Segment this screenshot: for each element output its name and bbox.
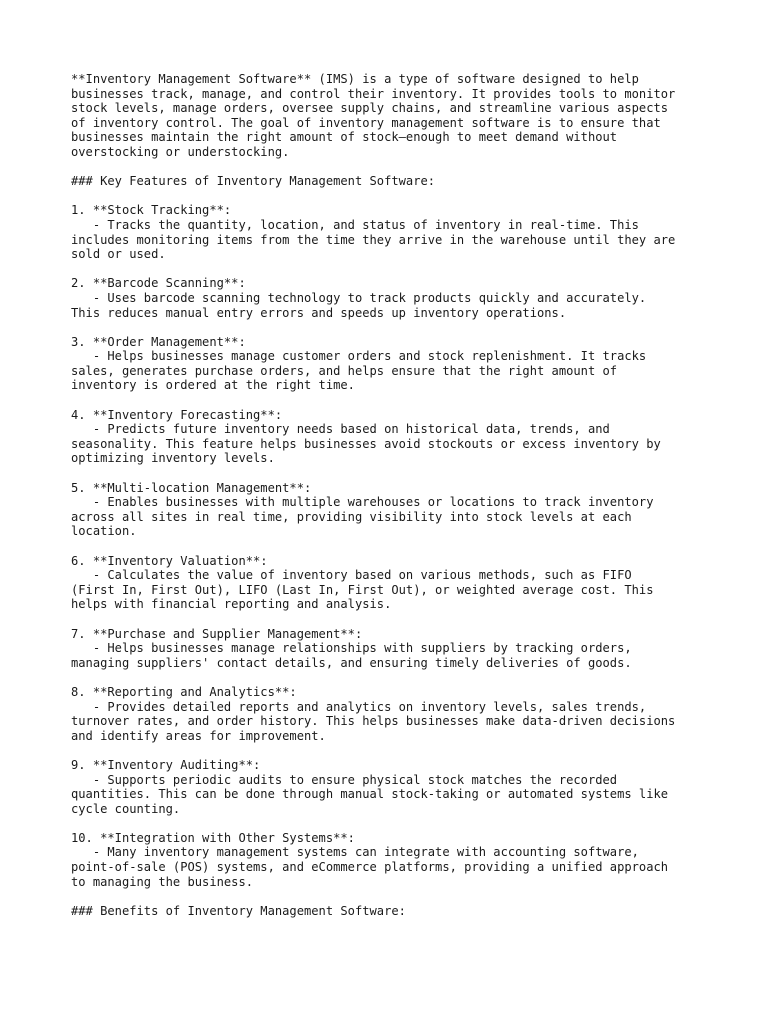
text-line: - Uses barcode scanning technology to track products quickly and accurately. xyxy=(71,290,647,305)
feature-item xyxy=(71,831,711,889)
text-line: point-of-sale (POS) systems, and eCommerce platforms, providing a unified approach xyxy=(71,860,669,875)
text-line: stock levels, manage orders, oversee supply chains, and streamline various aspects xyxy=(71,101,669,116)
text-line: - Helps businesses manage relationships with suppliers by tracking orders, xyxy=(71,641,632,656)
text-line: - Supports periodic audits to ensure physical stock matches the recorded xyxy=(71,772,618,787)
text-line: includes monitoring items from the time they arrive in the warehouse until they are xyxy=(71,232,676,247)
document-page xyxy=(71,72,711,918)
text-line: location. xyxy=(71,524,137,539)
text-line: 3. **Order Management**: xyxy=(71,334,246,349)
text-line: across all sites in real time, providing visibility into stock levels at each xyxy=(71,509,632,524)
intro-paragraph xyxy=(71,72,711,160)
text-line: - Many inventory management systems can integrate with accounting software, xyxy=(71,845,639,860)
text-line: seasonality. This feature helps businesses avoid stockouts or excess inventory by xyxy=(71,436,661,451)
text-line: 8. **Reporting and Analytics**: xyxy=(71,684,297,699)
text-line: ### Key Features of Inventory Management Software: xyxy=(71,174,436,189)
text-line: to managing the business. xyxy=(71,874,254,889)
text-line: - Tracks the quantity, location, and status of inventory in real-time. This xyxy=(71,217,639,232)
feature-item xyxy=(71,203,711,261)
text-line: managing suppliers' contact details, and ensuring timely deliveries of goods. xyxy=(71,655,632,670)
text-line: optimizing inventory levels. xyxy=(71,451,275,466)
feature-item xyxy=(71,554,711,612)
text-line: cycle counting. xyxy=(71,801,181,816)
feature-item xyxy=(71,481,711,539)
text-line: - Provides detailed reports and analytics on inventory levels, sales trends, xyxy=(71,699,647,714)
text-line: sales, generates purchase orders, and helps ensure that the right amount of xyxy=(71,363,618,378)
text-line: 9. **Inventory Auditing**: xyxy=(71,757,261,772)
text-line: 7. **Purchase and Supplier Management**: xyxy=(71,626,363,641)
text-line: 10. **Integration with Other Systems**: xyxy=(71,830,355,845)
feature-item xyxy=(71,276,711,320)
feature-item xyxy=(71,335,711,393)
text-line: ### Benefits of Inventory Management Software: xyxy=(71,903,406,918)
feature-item xyxy=(71,627,711,671)
text-line: and identify areas for improvement. xyxy=(71,728,326,743)
text-line: - Helps businesses manage customer orders and stock replenishment. It tracks xyxy=(71,349,647,364)
text-line: sold or used. xyxy=(71,247,166,262)
feature-item xyxy=(71,758,711,816)
feature-item xyxy=(71,408,711,466)
text-line: 5. **Multi-location Management**: xyxy=(71,480,312,495)
text-line: 1. **Stock Tracking**: xyxy=(71,203,232,218)
text-line: helps with financial reporting and analysis. xyxy=(71,597,392,612)
text-line: turnover rates, and order history. This helps businesses make data-driven decisions xyxy=(71,714,676,729)
feature-item xyxy=(71,685,711,743)
text-line: businesses track, manage, and control their inventory. It provides tools to monitor xyxy=(71,86,676,101)
text-line: businesses maintain the right amount of stock—enough to meet demand without xyxy=(71,130,618,145)
text-line: 4. **Inventory Forecasting**: xyxy=(71,407,283,422)
text-line: overstocking or understocking. xyxy=(71,144,290,159)
text-line: of inventory control. The goal of inventory management software is to ensure that xyxy=(71,115,661,130)
text-line: 6. **Inventory Valuation**: xyxy=(71,553,268,568)
text-line: - Enables businesses with multiple warehouses or locations to track inventory xyxy=(71,495,654,510)
text-line: (First In, First Out), LIFO (Last In, First Out), or weighted average cost. This xyxy=(71,582,654,597)
text-line: **Inventory Management Software** (IMS) is a type of software designed to help xyxy=(71,72,639,86)
text-line: quantities. This can be done through manual stock-taking or automated systems like xyxy=(71,787,669,802)
text-line: This reduces manual entry errors and speeds up inventory operations. xyxy=(71,305,567,320)
text-line: - Calculates the value of inventory based on various methods, such as FIFO xyxy=(71,568,632,583)
text-line: 2. **Barcode Scanning**: xyxy=(71,276,246,291)
text-line: inventory is ordered at the right time. xyxy=(71,378,355,393)
key-features-heading xyxy=(71,174,711,189)
text-line: - Predicts future inventory needs based on historical data, trends, and xyxy=(71,422,610,437)
benefits-heading xyxy=(71,904,711,919)
